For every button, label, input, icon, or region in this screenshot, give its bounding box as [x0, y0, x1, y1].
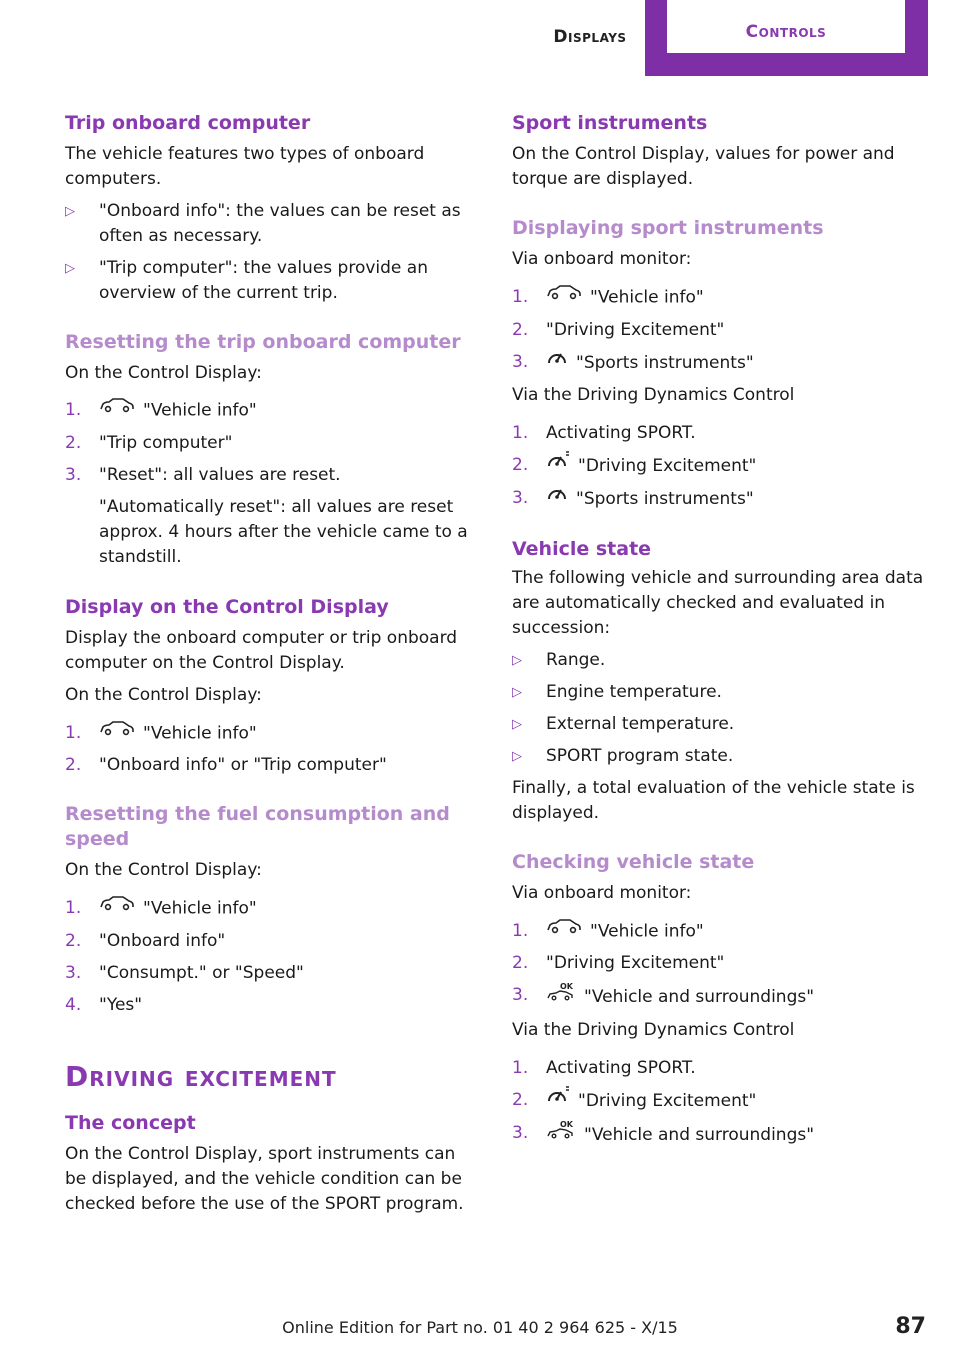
- step-number: 3.: [512, 351, 529, 372]
- tab-displays-label: Displays: [553, 27, 627, 47]
- car-icon: [546, 917, 582, 942]
- step-number: 2.: [512, 1090, 529, 1110]
- step-number: 3.: [65, 962, 82, 983]
- step-text: "Driving Excitement": [546, 953, 725, 973]
- heading-displaying-sport-instruments: Displaying sport instruments: [512, 217, 824, 239]
- triangle-bullet-icon: ▷: [512, 716, 522, 732]
- svg-text:OK: OK: [560, 1120, 573, 1129]
- bullet-text: External temperature.: [546, 713, 735, 734]
- tab-controls-inner: [667, 0, 905, 53]
- step-text: "Vehicle and surroundings": [584, 987, 815, 1007]
- triangle-bullet-icon: ▷: [65, 261, 75, 276]
- svg-text:OK: OK: [560, 982, 573, 991]
- step-text: "Trip computer": [99, 432, 233, 453]
- list-item: [512, 318, 927, 343]
- bullet-text: "Trip computer": the values provide an overview of the current trip.: [99, 258, 428, 303]
- step-number: 1.: [512, 287, 529, 307]
- list-item: [512, 744, 927, 769]
- list-item: [512, 1121, 927, 1149]
- reset-trip-intro: On the Control Display:: [65, 363, 262, 383]
- heading-trip-onboard-computer: Trip onboard computer: [65, 112, 311, 134]
- list-item: [512, 350, 927, 376]
- tab-controls-label: Controls: [745, 22, 827, 42]
- display-steps: [65, 721, 480, 779]
- list-item: [512, 951, 927, 976]
- list-item: [65, 961, 480, 986]
- via-ddc-1: Via the Driving Dynamics Control: [512, 384, 795, 405]
- list-item: [65, 721, 480, 747]
- step-text: "Onboard info": [99, 930, 226, 951]
- bullet-text: Range.: [546, 649, 606, 670]
- step-text: Activating SPORT.: [546, 1058, 696, 1078]
- triangle-bullet-icon: ▷: [65, 204, 75, 219]
- list-item: [65, 896, 480, 922]
- step-number: 3.: [512, 1123, 529, 1143]
- step-number: 2.: [65, 755, 82, 775]
- monitor-steps-2: [512, 919, 927, 1012]
- ddc-steps-2: [512, 1056, 927, 1149]
- list-item: [512, 680, 927, 705]
- step-number: 1.: [512, 422, 529, 443]
- gauge-icon: [546, 348, 568, 374]
- trip-intro: The vehicle features two types of onboard computers.: [65, 144, 425, 189]
- step-number: 3.: [512, 487, 529, 508]
- state-final: Finally, a total evaluation of the vehicle state is displayed.: [512, 777, 915, 823]
- step-text: "Vehicle info": [143, 723, 257, 743]
- step-number: 2.: [512, 319, 529, 340]
- step-text: "Sports instruments": [576, 488, 754, 509]
- step-text: "Sports instruments": [576, 352, 754, 373]
- page-number: 87: [895, 1314, 926, 1339]
- list-item: [65, 929, 480, 954]
- triangle-bullet-icon: ▷: [512, 748, 522, 764]
- car-icon: [99, 719, 135, 744]
- step-text: "Driving Excitement": [578, 1091, 757, 1111]
- ddc-steps-1: [512, 421, 927, 512]
- via-onboard-monitor-2: Via onboard monitor:: [512, 882, 692, 903]
- driving-excitement-icon: [546, 451, 570, 477]
- gauge-icon: [546, 484, 568, 510]
- step-number: 4.: [65, 994, 82, 1015]
- step-text: Activating SPORT.: [546, 422, 696, 443]
- heading-sport-instruments: Sport instruments: [512, 112, 708, 134]
- step-number: 1.: [512, 1058, 529, 1078]
- heading-vehicle-state: Vehicle state: [512, 537, 652, 560]
- step-number: 1.: [65, 898, 82, 918]
- step-text: "Vehicle info": [143, 400, 257, 421]
- step-number: 1.: [512, 920, 529, 941]
- list-item: [65, 993, 480, 1018]
- step-number: 1.: [65, 400, 82, 420]
- step-text: "Yes": [99, 994, 143, 1015]
- left-column: [65, 110, 480, 1217]
- footer-edition: Online Edition for Part no. 01 40 2 964 625 - X/15: [282, 1318, 678, 1337]
- step-text: "Consumpt." or "Speed": [99, 962, 304, 983]
- list-item: [512, 712, 927, 737]
- via-ddc-2: Via the Driving Dynamics Control: [512, 1020, 795, 1040]
- vehicle-state-text: The following vehicle and surrounding area data are automatically checked and evaluated in succession:: [512, 567, 924, 638]
- list-item: [512, 1088, 927, 1114]
- bullet-text: SPORT program state.: [546, 745, 734, 766]
- heading-driving-excitement: Driving excitement: [65, 1059, 337, 1093]
- step-text: "Onboard info" or "Trip computer": [99, 755, 387, 775]
- list-item: [65, 199, 480, 249]
- bullet-text: "Onboard info": the values can be reset as often as necessary.: [99, 201, 461, 246]
- step-number: 2.: [512, 953, 529, 973]
- list-item: [65, 463, 480, 570]
- step-text: "Driving Excitement": [578, 455, 757, 476]
- tab-displays[interactable]: [535, 0, 645, 76]
- list-item: [65, 398, 480, 424]
- list-item: [65, 753, 480, 778]
- car-icon: [99, 894, 135, 919]
- via-onboard-monitor-1: Via onboard monitor:: [512, 249, 692, 269]
- step-number: 2.: [512, 454, 529, 475]
- car-ok-icon: [546, 1119, 576, 1147]
- state-bullets: [512, 648, 927, 769]
- heading-checking-vehicle-state: Checking vehicle state: [512, 850, 755, 873]
- trip-bullets: [65, 199, 480, 306]
- step-text: "Vehicle info": [590, 287, 704, 308]
- list-item: [512, 285, 927, 311]
- list-item: [512, 648, 927, 673]
- step-subtext: "Automatically reset": all values are reset approx. 4 hours after the vehicle came to a standstill.: [99, 496, 468, 567]
- concept-text: On the Control Display, sport instruments can be displayed, and the vehicle condition can be checked before the use of the SPORT program.: [65, 1143, 464, 1214]
- display-text: Display the onboard computer or trip onboard computer on the Control Display.: [65, 627, 458, 673]
- list-item: [512, 421, 927, 446]
- reset-trip-steps: [65, 398, 480, 570]
- step-text: "Vehicle and surroundings": [584, 1125, 815, 1145]
- bullet-text: Engine temperature.: [546, 681, 722, 702]
- list-item: [512, 983, 927, 1011]
- triangle-bullet-icon: ▷: [512, 684, 522, 700]
- heading-resetting-trip: Resetting the trip onboard computer: [65, 331, 461, 353]
- step-number: 2.: [65, 432, 82, 453]
- car-icon: [546, 283, 582, 308]
- chapter-tabs: [535, 0, 928, 76]
- car-icon: [99, 396, 135, 421]
- heading-display-on-control-display: Display on the Control Display: [65, 595, 389, 618]
- triangle-bullet-icon: ▷: [512, 652, 522, 668]
- step-number: 3.: [512, 985, 529, 1005]
- list-item: [512, 453, 927, 479]
- driving-excitement-icon: [546, 1086, 570, 1112]
- sport-text: On the Control Display, values for power and torque are displayed.: [512, 144, 895, 189]
- fuel-steps: [65, 896, 480, 1018]
- step-number: 1.: [65, 722, 82, 743]
- step-number: 3.: [65, 464, 82, 485]
- list-item: [65, 256, 480, 306]
- right-column: [512, 110, 927, 1149]
- step-text: "Vehicle info": [590, 921, 704, 941]
- step-text: "Vehicle info": [143, 898, 257, 919]
- step-text: "Driving Excitement": [546, 319, 725, 340]
- heading-resetting-fuel: Resetting the fuel consumption and speed: [65, 803, 450, 850]
- tab-controls[interactable]: [645, 0, 928, 76]
- car-ok-icon: [546, 981, 576, 1009]
- list-item: [512, 486, 927, 512]
- heading-the-concept: The concept: [65, 1111, 196, 1134]
- display-intro: On the Control Display:: [65, 684, 262, 705]
- list-item: [65, 431, 480, 456]
- list-item: [512, 919, 927, 945]
- list-item: [512, 1056, 927, 1081]
- step-number: 2.: [65, 930, 82, 951]
- fuel-intro: On the Control Display:: [65, 860, 262, 880]
- step-text: "Reset": all values are reset.: [99, 464, 341, 485]
- monitor-steps-1: [512, 285, 927, 376]
